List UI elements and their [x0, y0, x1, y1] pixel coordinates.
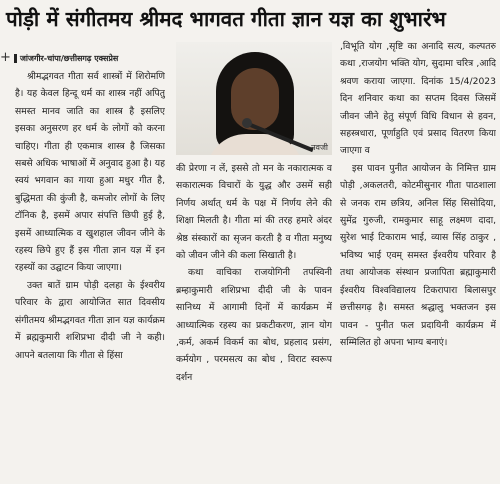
paragraph: इस पावन पुनीत आयोजन के निमित्त ग्राम पोड़ी ,अकलतरी, कोटमीसुनार गीता पाठशाला से जनक राम छत्रिय, अनिल सिंह सिसोदिया, सुमेंद्र गुरुजी, रामकुमार साहू लक्ष्मण दादा, सुरेश भाई टिकाराम भाई, व्यास सिंह ठाकुर , भविष्य भाई एवम् समस्त ईश्वरीय परिवार है तथा आयोजक संस्थान प्रजापिता ब्रह्माकुमारी ईश्वरीय विश्वविद्यालय टिकरापारा बिलासपुर छत्तीसगढ़ है। समस्त श्रद्धालु भक्तजन इस पावन - पुनीत फल प्रदायिनी कार्यक्रम में सम्मिलित हो अपना भाग्य बनाएं। — [340, 162, 496, 348]
article-column-1 — [15, 68, 165, 478]
article-column-3 — [340, 38, 496, 478]
headline: पोड़ी में संगीतमय श्रीमद भागवत गीता ज्ञान यज्ञ का शुभारंभ — [6, 7, 446, 31]
paragraph: कथा वाचिका राजयोगिनी तपस्विनी ब्रम्हाकुमारी शशिप्रभा दीदी जी के पावन सानिध्य में आगामी दिनों में कार्यक्रम में आध्यात्मिक रहस्य का प्रकटीकरण, ज्ञान योग ,कर्म, अकर्म विकर्म का बोध, प्रहलाद प्रसंग, कर्मयोग , परमसत्य का बोध , विराट स्वरूप दर्शन — [176, 267, 332, 383]
dateline-text: जांजगीर-चांपा/छत्तीसगढ़ एक्सप्रेस — [20, 54, 119, 63]
photo-caption: नवजी — [311, 143, 328, 152]
crop-mark: + — [0, 50, 11, 65]
photo-face — [231, 68, 279, 130]
microphone-head — [242, 118, 252, 128]
paragraph: ,विभूति योग ,सृष्टि का अनादि सत्य, कल्पतरु कथा ,राजयोग भक्ति योग, सुदामा चरित्र ,आदि श्रवण कराया जाएगा. दिनांक 15/4/2023 दिन शनिवार कथा का सप्तम दिवस जिसमें जीवन जीने हेतु संपूर्ण विधि विधान से हवन, सहस्त्रधारा, पूर्णाहुति एवं प्रसाद वितरण किया जाएगा व — [340, 41, 496, 157]
paragraph: उक्त बातें ग्राम पोड़ी दलहा के ईश्वरीय परिवार के द्वारा आयोजित सात दिवसीय संगीतमय श्रीमद्भगवत गीता ज्ञान यज्ञ कार्यक्रम में ब्रह्मकुमारी शशिप्रभा दीदी जी ने कही। आपने बतलाया कि गीता से हिंसा — [15, 279, 165, 361]
speaker-photo — [176, 42, 332, 155]
dateline-bar — [14, 54, 17, 63]
paragraph: श्रीमद्भगवत गीता सर्व शास्त्रों में शिरोमणि है। यह केवल हिन्दू धर्म का शास्त्र नहीं अपितु समस्त मानव जाति का शास्त्र है इसलिए इसका अनुसरण हर धर्म के लोगों को करना चाहिए। गीता ही एकमात्र शास्त्र है जिसका सबसे अधिक भाषाओं में अनुवाद हुआ है। यह स्वयं भगवान का गाया हुआ मधुर गीत है, बुद्धिमता की कुंजी है, कमजोर लोगों के लिए टॉनिक है, इसमें अपार संपत्ति छिपी हुई है, इसमें आध्यात्मिक व खुशहाल जीवन जीने के रहस्य छिपे हुए हैं इस गीता ज्ञान यज्ञ में इन रहस्यों का उद्घाटन किया जाएगा। — [15, 71, 165, 274]
paragraph: की प्रेरणा न लें, इससे तो मन के नकारात्मक व सकारात्मक विचारों के युद्ध और उसमें सही निर्णय अर्थात् धर्म के पक्ष में निर्णय लेने की शिक्षा मिलती है। गीता मां की तरह हमारे अंदर श्रेष्ठ संस्कारों का सृजन करती है व गीता मनुष्य को जीवन जीने की कला सिखाती है। — [176, 163, 332, 262]
dateline — [14, 53, 174, 64]
article-column-2 — [176, 160, 332, 478]
